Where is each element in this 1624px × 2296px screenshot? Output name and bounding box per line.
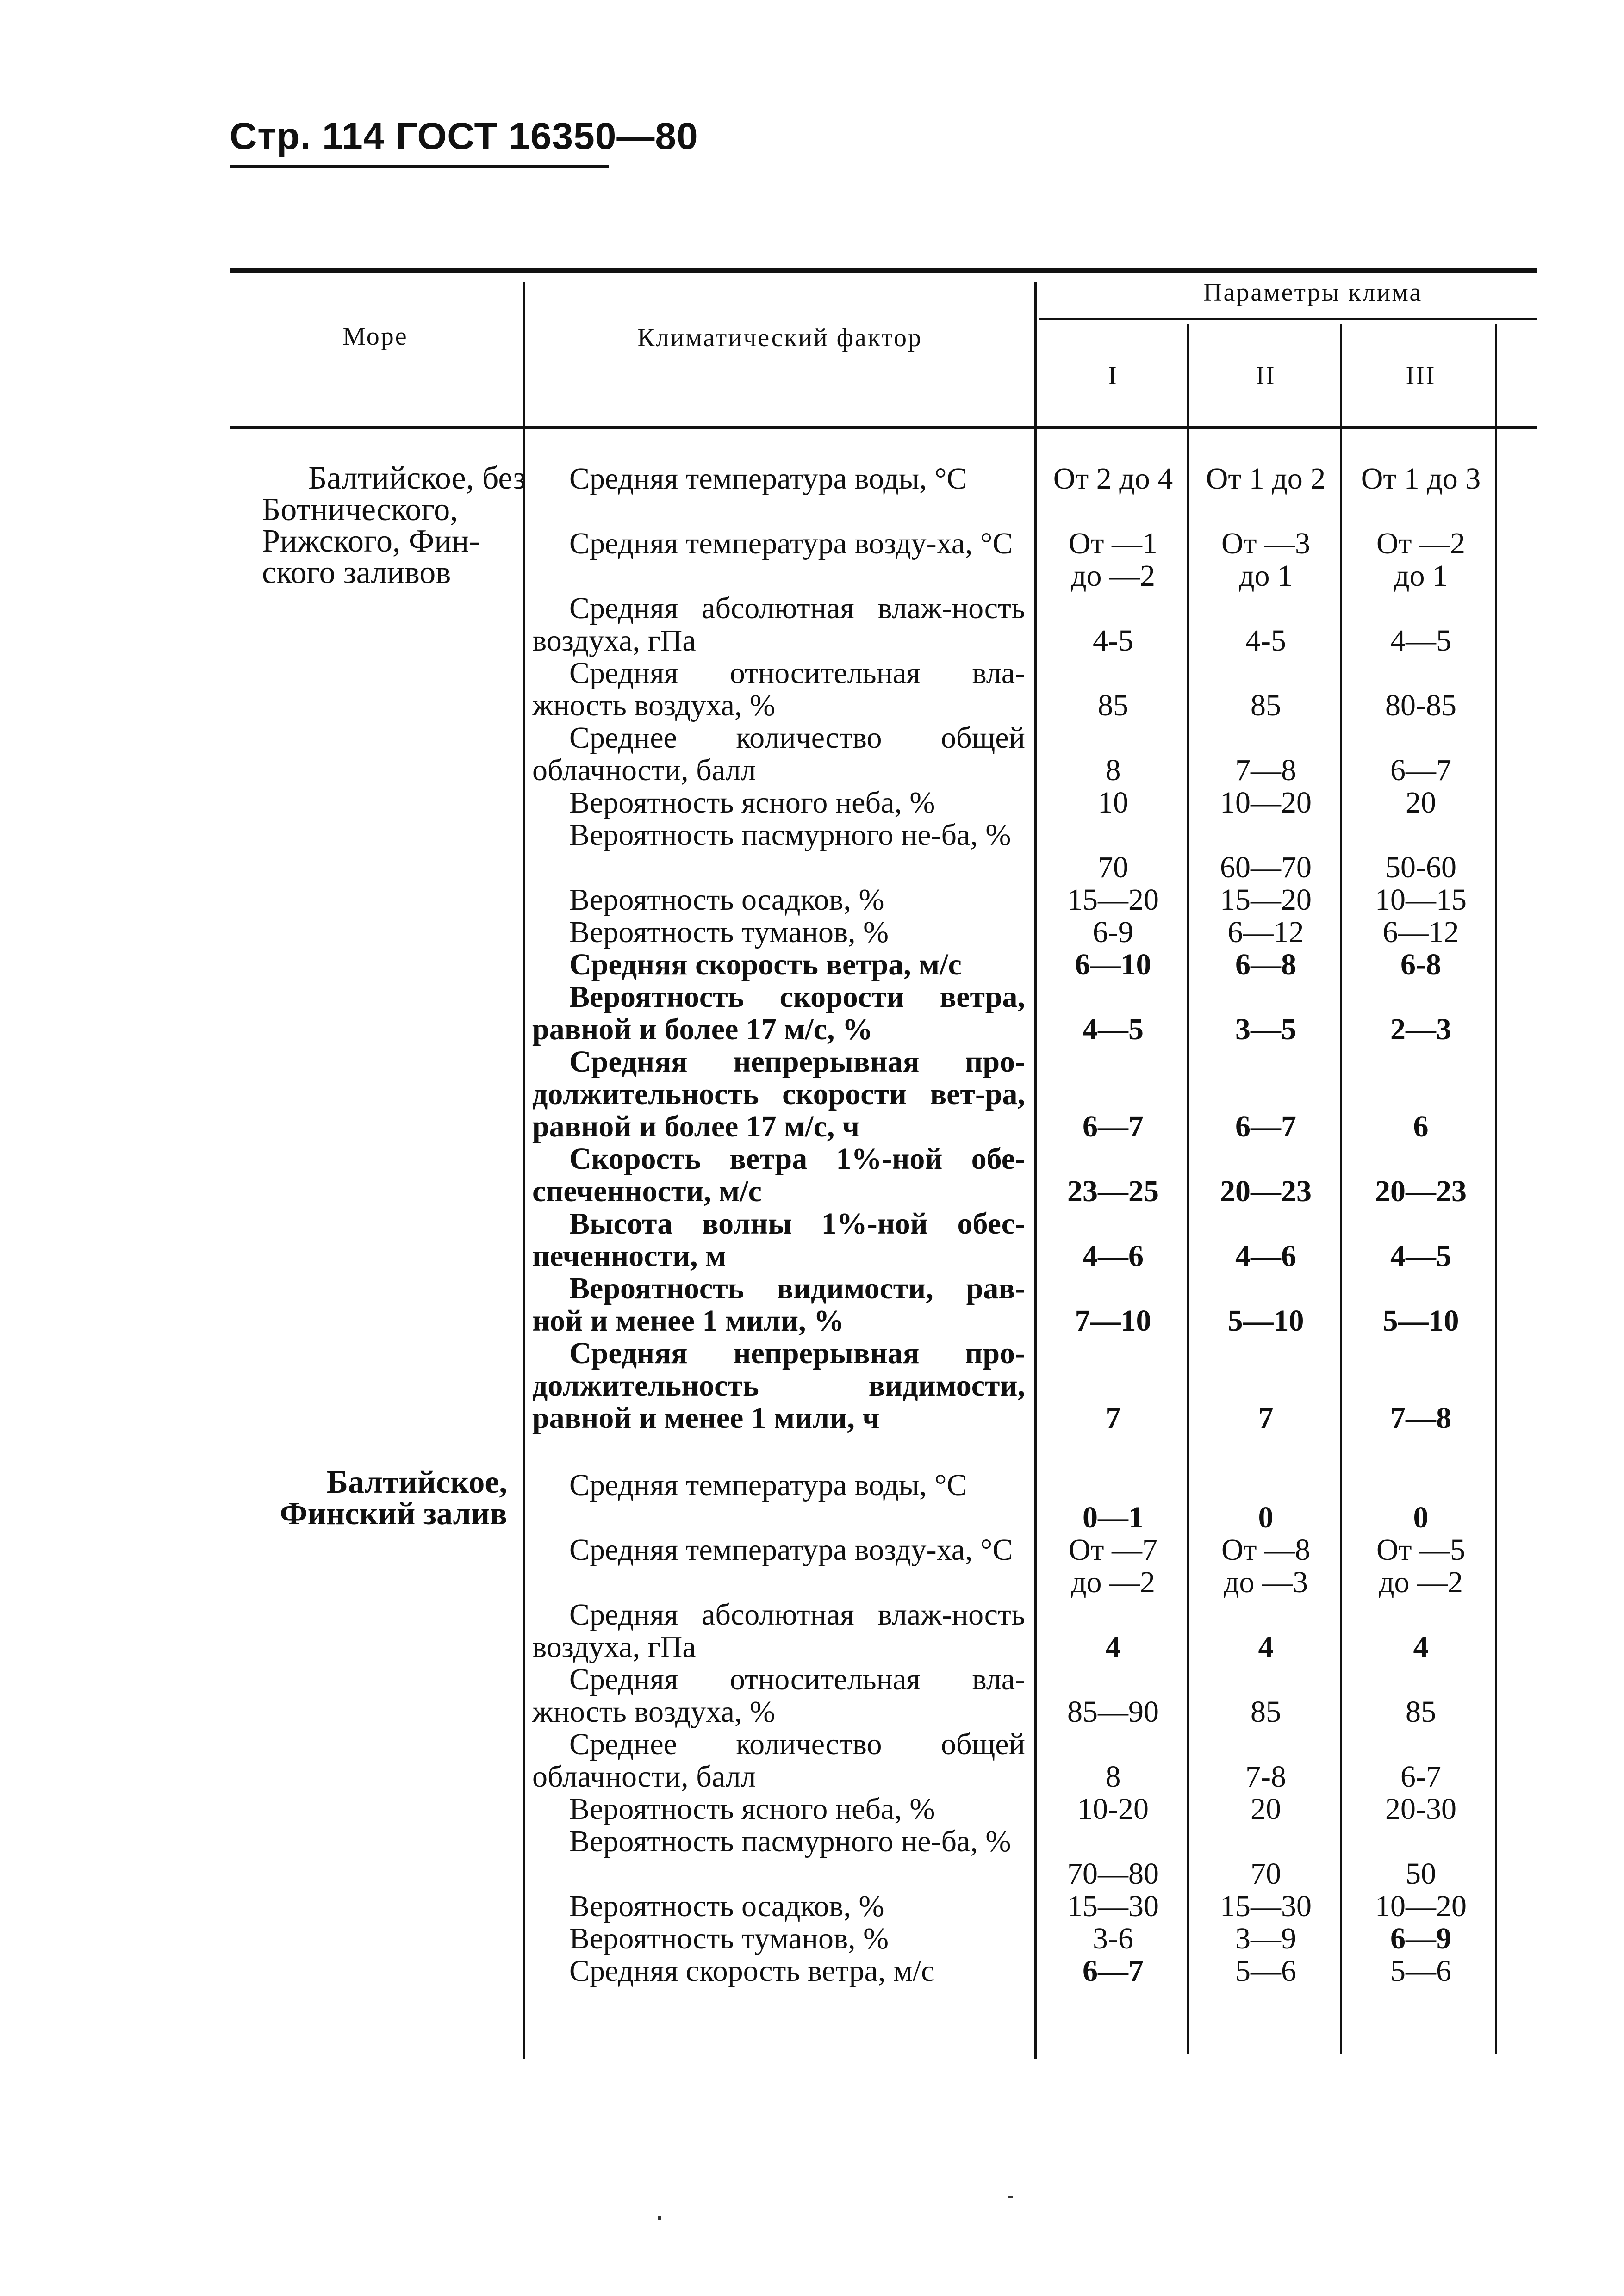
value-cell-ii: От —8 до —3 [1221,1533,1310,1599]
value-cell-i: 4—6 [1083,1239,1144,1273]
factor-row [532,1955,1025,1987]
value-cell-iii: 6—7 [1390,753,1451,787]
value-cell-ii: 3—9 [1235,1922,1296,1955]
column-header-params: Параметры клима [1203,278,1423,307]
header-underline [230,165,609,168]
value-cell-i: 8 [1105,1760,1121,1793]
factor-row [532,592,1025,657]
value-cell-i: 70 [1098,850,1128,884]
factor-row [532,1272,1025,1337]
value-cell-i: 15—20 [1067,883,1159,917]
factor-row [532,884,1025,916]
value-cell-iii: 85 [1406,1695,1436,1729]
factor-text: Вероятность ясного неба, % [569,786,935,819]
value-cell-ii: 15—30 [1220,1889,1312,1923]
factor-text: Средняя скорость ветра, м/с [569,1954,935,1988]
factor-row [532,1663,1025,1728]
value-cell-iii: 0 [1413,1501,1429,1534]
factor-row [532,722,1025,787]
factor-row [532,657,1025,722]
value-cell-iii: 20-30 [1385,1792,1456,1826]
value-cell-iii: От —5 до —2 [1376,1533,1465,1599]
factor-text: Средняя непрерывная про-должительность видимости, равной и менее 1 мили, ч [532,1336,1025,1435]
page-header-title: Стр. 114 ГОСТ 16350—80 [230,115,698,157]
factor-text: Средняя абсолютная влаж-ность воздуха, гПа [532,1598,1025,1664]
value-cell-ii: 4-5 [1245,624,1286,658]
value-cell-iii: 50 [1406,1857,1436,1891]
value-cell-ii: 5—10 [1227,1304,1304,1338]
value-cell-ii: 6—12 [1227,915,1304,949]
value-cell-iii: 2—3 [1390,1012,1451,1046]
value-cell-iii: 6—12 [1382,915,1459,949]
factor-row [532,1143,1025,1208]
factor-row [532,1469,1025,1502]
divider-col-i-ii [1187,324,1189,2054]
factor-row [532,1599,1025,1663]
value-cell-ii: 7-8 [1245,1760,1286,1793]
sea-name-line: Рижского, Фин- [262,523,480,559]
sea-name-line: ского заливов [262,555,451,590]
factor-text: Вероятность видимости, рав-ной и менее 1 мили, % [532,1272,1025,1338]
divider-factor-values [1034,282,1037,2059]
value-cell-i: 3-6 [1093,1922,1133,1955]
scan-speck [1008,2196,1013,2198]
value-cell-i: 6—7 [1083,1110,1144,1143]
value-cell-ii: 0 [1258,1501,1274,1534]
value-cell-i: 10 [1098,786,1128,819]
value-cell-iii: 10—15 [1375,883,1467,917]
factor-text: Средняя непрерывная про-должительность скорости вет-ра, равной и более 17 м/с, ч [532,1045,1025,1143]
value-cell-iii: 6-8 [1400,948,1441,981]
value-cell-ii: 70 [1251,1857,1281,1891]
value-cell-i: 85—90 [1067,1695,1159,1729]
value-cell-iii: 6—9 [1390,1922,1451,1955]
factor-row [532,1825,1025,1858]
value-cell-iii: 4—5 [1390,624,1451,658]
factor-text: Средняя температура воды, °С [569,1468,967,1502]
value-cell-ii: 6—7 [1235,1110,1296,1143]
value-cell-i: 8 [1105,753,1121,787]
value-cell-iii: 5—10 [1382,1304,1459,1338]
value-cell-ii: 4—6 [1235,1239,1296,1273]
factor-text: Средняя скорость ветра, м/с [569,948,962,981]
value-cell-ii: 3—5 [1235,1012,1296,1046]
factor-text: Вероятность туманов, % [569,915,889,949]
factor-text: Скорость ветра 1%-ной обе-спеченности, м/с [532,1142,1025,1208]
value-cell-i: От 2 до 4 [1053,462,1173,496]
factor-text: Вероятность осадков, % [569,1889,884,1923]
value-cell-ii: 20—23 [1220,1174,1312,1208]
divider-col-ii-iii [1340,324,1342,2054]
value-cell-iii: 20—23 [1375,1174,1467,1208]
factor-text: Средняя температура возду-ха, °С [569,527,1013,560]
value-cell-ii: 60—70 [1220,850,1312,884]
value-cell-ii: 6—8 [1235,948,1296,981]
value-cell-iii: 7—8 [1390,1401,1451,1435]
value-cell-i: 10-20 [1077,1792,1149,1826]
value-cell-iii: 4 [1413,1630,1429,1664]
factor-text: Средняя абсолютная влаж-ность воздуха, гПа [532,591,1025,658]
factor-row [532,1728,1025,1793]
sea-name-baltic-gulf-of-finland [230,1464,507,1532]
value-cell-i: 6-9 [1093,915,1133,949]
value-cell-iii: 10—20 [1375,1889,1467,1923]
factor-row [532,949,1025,981]
value-cell-ii: 5—6 [1235,1954,1296,1988]
factor-text: Среднее количество общей облачности, балл [532,1727,1025,1793]
value-cell-ii: От 1 до 2 [1206,462,1326,496]
value-cell-i: От —7 до —2 [1068,1533,1157,1599]
value-cell-iii: 4—5 [1390,1239,1451,1273]
value-cell-ii: 10—20 [1220,786,1312,819]
factor-row [532,463,1025,495]
factor-row [532,1923,1025,1955]
value-cell-iii: 5—6 [1390,1954,1451,1988]
factor-text: Средняя температура возду-ха, °С [569,1533,1013,1567]
factor-row [532,527,1025,560]
factor-text: Вероятность пасмурного не-ба, % [569,818,1011,852]
scan-speck [658,2216,661,2220]
factor-text: Вероятность туманов, % [569,1922,889,1955]
value-cell-i: 6—10 [1075,948,1151,981]
factor-text: Средняя относительная вла-жность воздуха, % [532,1663,1025,1729]
factor-row [532,981,1025,1046]
value-cell-ii: 4 [1258,1630,1274,1664]
value-cell-ii: 85 [1251,1695,1281,1729]
value-cell-ii: 7—8 [1235,753,1296,787]
sea-name-line: Ботнического, [262,492,458,527]
value-cell-ii: От —3 до 1 [1221,527,1310,593]
column-header-factor: Климатический фактор [637,323,922,352]
value-cell-i: 7—10 [1075,1304,1151,1338]
factor-row [532,1793,1025,1825]
value-cell-i: 0—1 [1083,1501,1144,1534]
factor-row [532,1337,1025,1434]
value-cell-iii: От 1 до 3 [1361,462,1481,496]
factor-row [532,916,1025,949]
value-cell-i: 4—5 [1083,1012,1144,1046]
factor-text: Вероятность пасмурного не-ба, % [569,1824,1011,1858]
factor-row [532,819,1025,851]
value-cell-ii: 7 [1258,1401,1274,1435]
value-cell-i: 70—80 [1067,1857,1159,1891]
factor-row [532,1208,1025,1272]
value-cell-iii: 80-85 [1385,689,1456,722]
factor-text: Вероятность осадков, % [569,883,884,917]
value-cell-i: 15—30 [1067,1889,1159,1923]
factor-text: Вероятность ясного неба, % [569,1792,935,1826]
value-cell-iii: 6-7 [1400,1760,1441,1793]
value-cell-i: 7 [1105,1401,1121,1435]
value-cell-i: 4-5 [1093,624,1133,658]
factor-text: Высота волны 1%-ной обес-печенности, м [532,1207,1025,1273]
params-underline [1039,318,1537,320]
value-cell-iii: От —2 до 1 [1376,527,1465,593]
factor-text: Средняя температура воды, °С [569,462,967,496]
value-cell-i: 85 [1098,689,1128,722]
factor-text: Средняя относительная вла-жность воздуха, % [532,656,1025,722]
value-cell-i: От —1 до —2 [1068,527,1157,593]
factor-row [532,787,1025,819]
table-top-rule [230,268,1537,273]
column-header-sea: Море [342,322,408,351]
factor-row [532,1890,1025,1923]
column-header-ii: II [1256,361,1276,390]
column-header-i: I [1108,361,1118,390]
value-cell-ii: 15—20 [1220,883,1312,917]
factor-text: Вероятность скорости ветра, равной и более 17 м/с, % [532,980,1025,1046]
value-cell-i: 23—25 [1067,1174,1159,1208]
value-cell-ii: 85 [1251,689,1281,722]
sea-name-line: Балтийское, без [308,460,526,496]
value-cell-ii: 20 [1251,1792,1281,1826]
factor-row [532,1534,1025,1566]
factor-row [532,1046,1025,1143]
value-cell-i: 6—7 [1083,1954,1144,1988]
sea-name-line: Финский залив [280,1496,507,1532]
value-cell-i: 4 [1105,1630,1121,1664]
value-cell-iii: 20 [1406,786,1436,819]
column-header-iii: III [1406,361,1436,390]
value-cell-iii: 50-60 [1385,850,1456,884]
factor-text: Среднее количество общей облачности, балл [532,721,1025,787]
sea-name-line: Балтийское, [326,1464,507,1500]
value-cell-iii: 6 [1413,1110,1429,1143]
sea-name-baltic-main [262,460,526,590]
